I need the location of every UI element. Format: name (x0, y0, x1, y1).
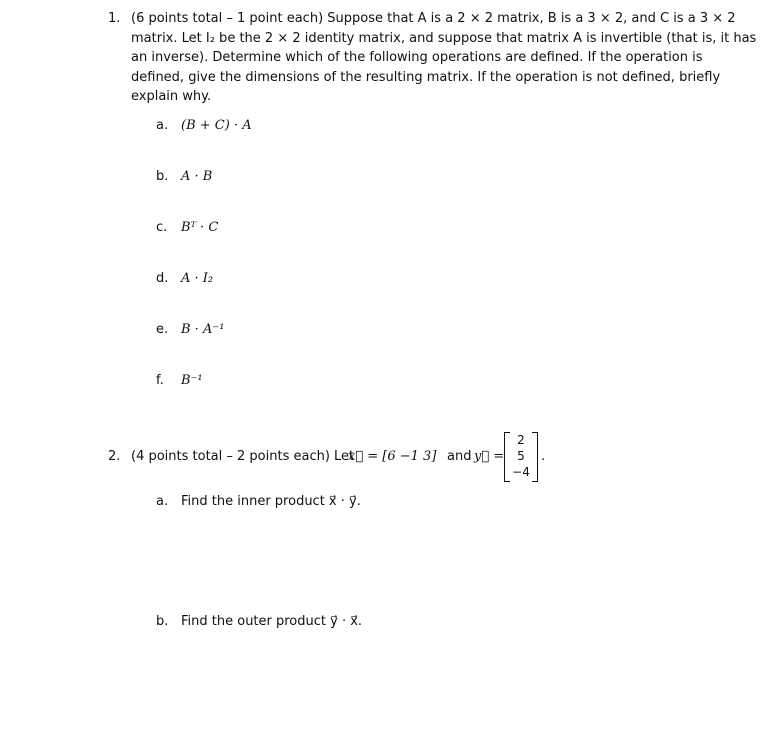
q2-period: . (541, 449, 546, 464)
q1-part-b-label: b. (156, 169, 169, 184)
q1-part-b-expr: A · B (181, 169, 213, 184)
q1-part-c-label: c. (156, 220, 168, 235)
q1-part-a-expr: (B + C) · A (181, 118, 252, 133)
matrix-right-bracket (532, 432, 538, 482)
q1-number: 1. (108, 11, 121, 26)
q2-part-a-text: Find the inner product x⃗ · y⃗. (181, 494, 361, 509)
q1-line-5: explain why. (131, 89, 212, 105)
q1-line-1: (6 points total – 1 point each) Suppose that A is a 2 × 2 matrix, B is a 3 × 2, and C is a 3 × 2 (131, 11, 736, 26)
q1-part-a-label: a. (156, 118, 169, 133)
q1-part-e-expr: B · A⁻¹ (181, 322, 225, 337)
y-entry-3: −4 (512, 465, 530, 479)
q2-and: and (447, 449, 472, 464)
q2-y-label: y⃗ = (474, 449, 505, 464)
q1-line-3: an inverse). Determine which of the following operations are defined. If the operation is (131, 50, 703, 66)
y-entry-1: 2 (517, 433, 525, 447)
q2-intro: (4 points total – 2 points each) Let (131, 449, 355, 464)
q2-number: 2. (108, 449, 121, 464)
q1-part-d-label: d. (156, 271, 169, 286)
q1-text (131, 9, 757, 107)
q1-part-f-label: f. (156, 373, 164, 388)
q1-part-e-label: e. (156, 322, 169, 337)
q2-part-a-label: a. (156, 494, 169, 509)
q1-part-f-expr: B⁻¹ (181, 373, 203, 388)
q1-part-c-expr: Bᵀ · C (181, 220, 219, 235)
q1-line-2: matrix. Let I₂ be the 2 × 2 identity matrix, and suppose that matrix A is invertible (that is, it has (131, 30, 757, 46)
y-entry-2: 5 (517, 449, 525, 463)
y-vector-matrix (504, 432, 538, 482)
q2-x-vector: x⃗ = [6 −1 3] (348, 449, 437, 464)
q1-line-4: defined, give the dimensions of the resulting matrix. If the operation is not defined, briefly (131, 69, 721, 85)
q2-part-b-label: b. (156, 614, 169, 629)
q2-part-b-text: Find the outer product y⃗ · x⃗. (181, 614, 363, 629)
q1-part-d-expr: A · I₂ (181, 271, 214, 286)
